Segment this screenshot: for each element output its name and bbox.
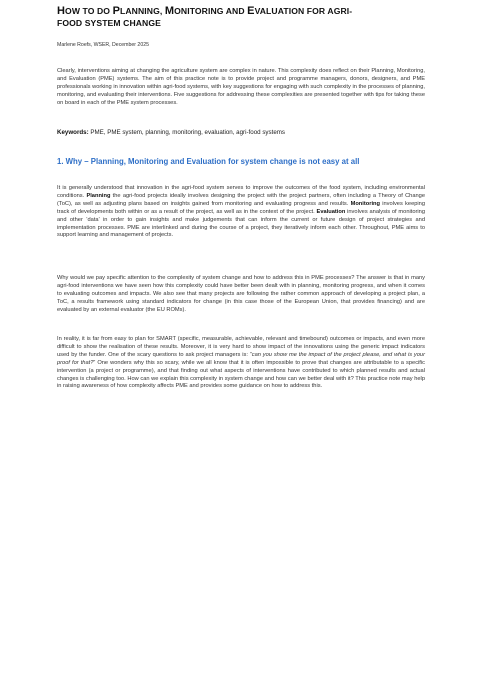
paragraph-3 <box>57 336 425 391</box>
title-text-3: ONITORING AND <box>174 6 248 16</box>
abstract: Clearly, interventions aiming at changing the agriculture system are complex in nature. This complexity does reflect on their Planning, Monitoring, and Evaluation (PME) systems. The aim of this practice note is to provide project and programme managers, donors, designers, and PME professionals working in innovation within agri-food systems, with key suggestions for engaging with such complexity in the processes of planning, monitoring, and evaluating their interventions. Five suggestions for addressing these complexities are presented together with tips for taking these on board in each of the PME system processes. <box>57 68 425 106</box>
p1-text-c: involves keeping track of developments both within or as a result of the project, as well as in the context of the project. <box>57 200 425 215</box>
title-text-4: VALUATION FOR AGRI- <box>254 6 353 16</box>
p3-text-a: In reality, it is far from easy to plan for SMART (specific, measurable, achievable, relevant and timebound) outcomes or impacts, and even more difficult to show the realisation of these results. Moreover, it is very hard to show impact of the innovations using the generic impact indicators used by the funder. One of the scary questions to ask project managers is: “ <box>57 336 425 358</box>
p1-text-a: It is generally understood that innovation in the agri-food system serves to improve the outcomes of the food system, including environmental conditions. <box>57 185 425 199</box>
author-line: Marlene Roefs, WSER, December 2025 <box>57 42 149 48</box>
keywords <box>57 129 425 136</box>
title-line-2: FOOD SYSTEM CHANGE <box>57 18 161 28</box>
paragraph-1 <box>57 185 425 240</box>
title-text-2: LANNING, <box>120 6 165 16</box>
section-heading-1: 1. Why – Planning, Monitoring and Evaluation for system change is not easy at all <box>57 157 360 166</box>
keywords-text: PME, PME system, planning, monitoring, evaluation, agri-food systems <box>88 129 286 136</box>
document-title <box>57 5 437 29</box>
title-cap-h: H <box>57 5 66 17</box>
term-planning: Planning <box>86 192 111 199</box>
title-text-1: OW TO DO <box>65 6 113 16</box>
p3-text-b: ” One wonders why this so scary, while we all know that it is often impossible to prove that changes are attributable to a specific intervention (a project or programme), and that finding out what aspects of interventions have contributed to which planned results and actual changes is challenging too. How can we explain this complexity in system change and how can we better deal with it? This practice note may help in raising awareness of how complexity affects PME and provides some guidance on how to address this. <box>57 359 425 390</box>
title-cap-p: P <box>112 5 121 17</box>
p3-quote: can you show me the impact of the project please, and what is your proof for that? <box>57 351 425 366</box>
p1-text-b: the agri-food projects ideally involves designing the project with the project partners, often including a Theory of Change (ToC), as well as adjusting plans based on insights gained from monitoring and evaluating progress and results. <box>57 192 425 207</box>
keywords-label: Keywords: <box>57 129 89 136</box>
paragraph-2: Why would we pay specific attention to the complexity of system change and how to address this in PME processes? The answer is that in many agri-food interventions we have seen how this complexity could have better been dealt with in planning, monitoring progress, and when it comes to evaluating outcomes and impacts. We also see that many projects are following the rather common approach of developing a project plan, a ToC, a results framework using standard indicators for change (in this case those of the European Union, that provides financing) and are evaluated by an external evaluator (the EU ROMs). <box>57 275 425 313</box>
term-evaluation: Evaluation <box>316 208 346 215</box>
term-monitoring: Monitoring <box>350 200 380 207</box>
p1-text-d: involves analysis of monitoring and other ‘data’ in order to gain insights and make judgements that can inform the current or future design of project strategies and implementation processes. PME are interlinked and during the course of a project, they iteratively inform each other. Throughout, PME aims to support learning and management of projects. <box>57 208 425 239</box>
title-cap-m: M <box>164 5 175 17</box>
title-cap-e: E <box>247 5 255 17</box>
